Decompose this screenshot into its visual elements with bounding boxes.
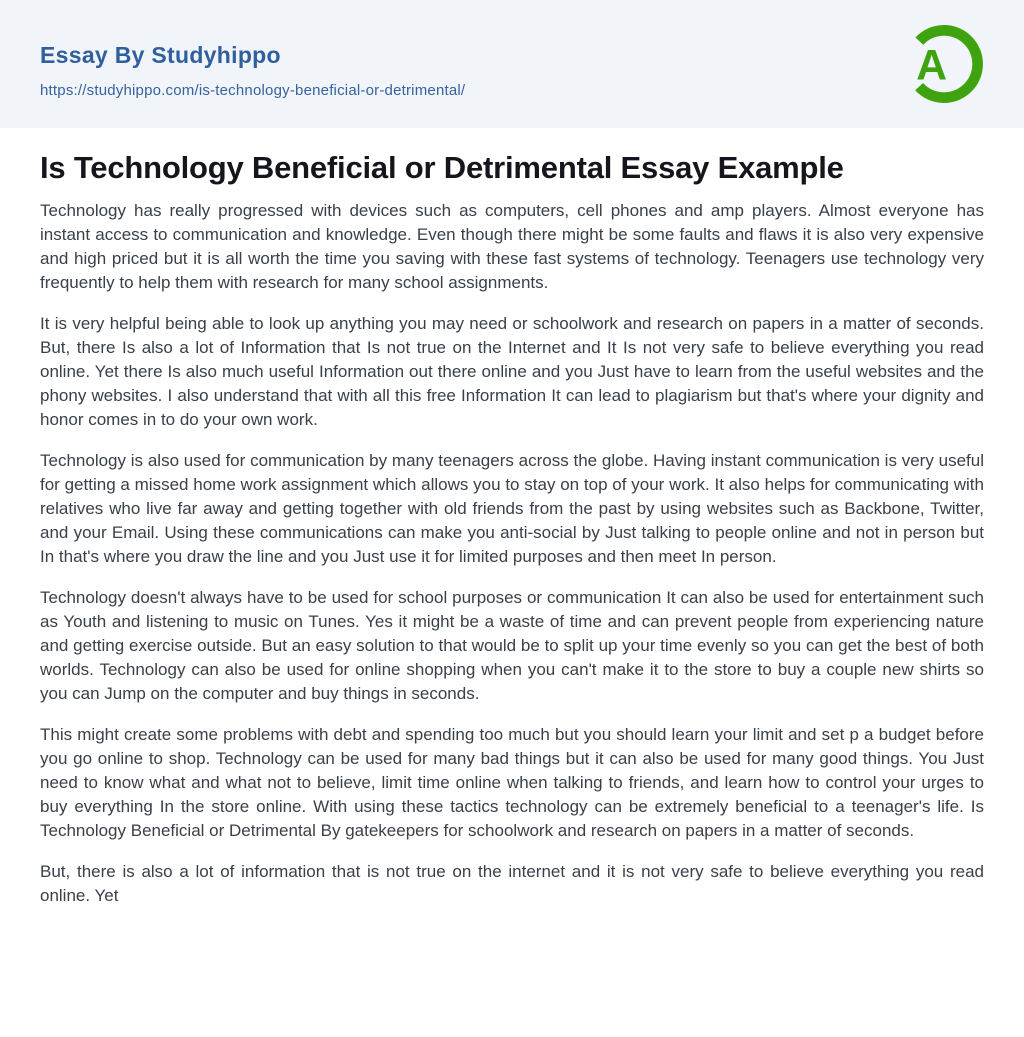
- essay-paragraph: Technology is also used for communication by many teenagers across the globe. Having instant communication is very useful for getting a missed home work assignment which allows you to stay on top of your work. It also helps for communicating with relatives who live far away and getting together with old friends from the past by using websites such as Backbone, Twitter, and your Email. Using these communications can make you anti-social by Just talking to people online and not in person but In that's where you draw the line and you Just use it for limited purposes and then meet In person.: [40, 451, 984, 566]
- page-header: [0, 0, 1024, 128]
- essay-paragraph: But, there is also a lot of information that is not true on the internet and it is not very safe to believe everything you read online. Yet: [40, 862, 984, 905]
- essay-paragraph: Technology doesn't always have to be used for school purposes or communication It can also be used for entertainment such as Youth and listening to music on Tunes. Yes it might be a waste of time and can prevent people from experiencing nature and getting exercise outside. But an easy solution to that would be to split up your time evenly so you can get the best of both worlds. Technology can also be used for online shopping when you can't make it to the store to buy a couple new shirts so you can Jump on the computer and buy things in seconds.: [40, 588, 984, 703]
- logo-a-letter: A: [916, 41, 948, 90]
- essay-paragraph: It is very helpful being able to look up anything you may need or schoolwork and research on papers in a matter of seconds. But, there Is also a lot of Information that Is not true on the Internet and It Is not very safe to believe everything you read online. Yet there Is also much useful Information out there online and you Just have to learn from the useful websites and the phony websites. I also understand that with all this free Information It can lead to plagiarism but that's where your dignity and honor comes in to do your own work.: [40, 314, 984, 429]
- essay-content: [0, 128, 1024, 908]
- source-url-link[interactable]: https://studyhippo.com/is-technology-beneficial-or-detrimental/: [40, 81, 466, 99]
- header-text-block: [40, 30, 465, 99]
- logo-arc-icon: [903, 21, 985, 107]
- essay-paragraph: This might create some problems with debt and spending too much but you should learn your limit and set p a budget before you go online to shop. Technology can be used for many bad things but it can also be used for many good things. You Just need to know what and what not to believe, limit time online when talking to friends, and learn how to control your urges to buy everything In the store online. With using these tactics technology can be extremely beneficial to a teenager's life. Is Technology Beneficial or Detrimental By gatekeepers for schoolwork and research on papers in a matter of seconds.: [40, 725, 984, 840]
- studyhippo-logo: [903, 21, 985, 107]
- essay-title: Is Technology Beneficial or Detrimental Essay Example: [40, 150, 844, 185]
- site-title: Essay By Studyhippo: [40, 41, 281, 68]
- essay-paragraph: Technology has really progressed with devices such as computers, cell phones and amp players. Almost everyone has instant access to communication and knowledge. Even though there might be some faults and flaws it is also very expensive and high priced but it is all worth the time you saving with these fast systems of technology. Teenagers use technology very frequently to help them with research for many school assignments.: [40, 201, 984, 292]
